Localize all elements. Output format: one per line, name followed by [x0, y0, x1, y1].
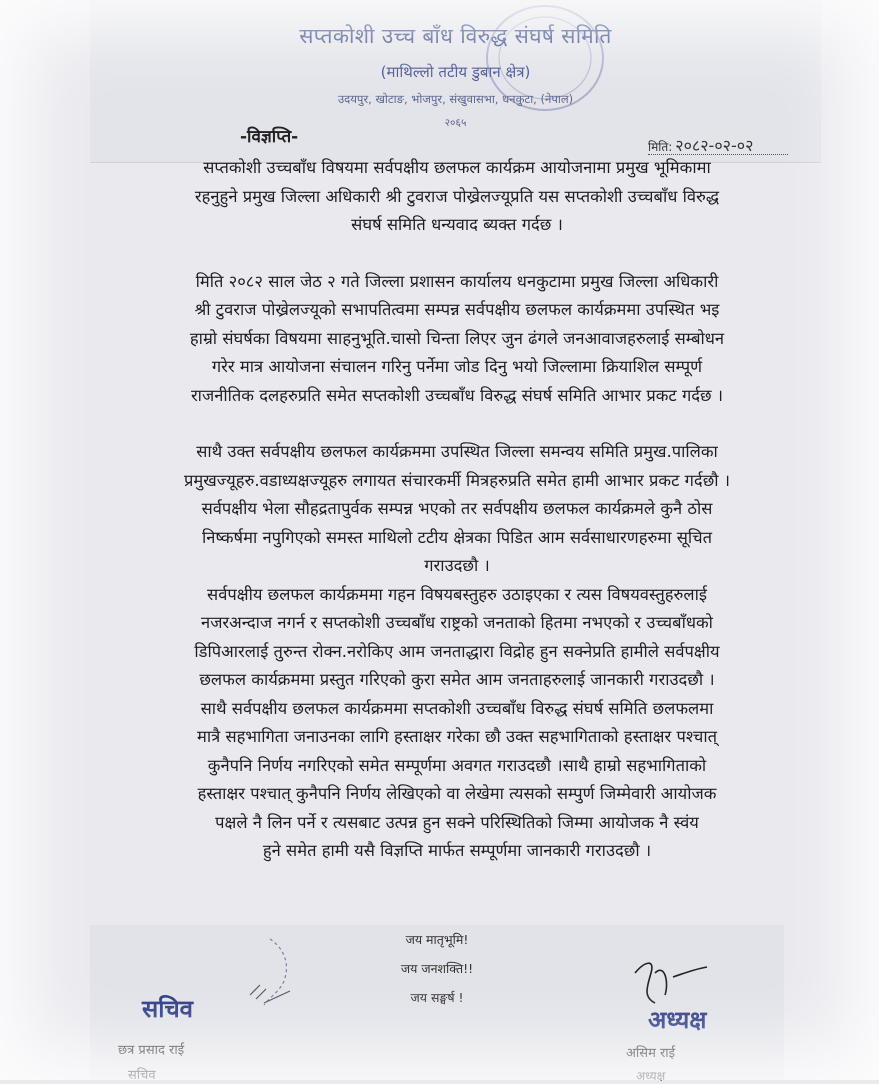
- president-title: अध्यक्ष: [648, 1006, 707, 1034]
- slogan-line: जय मातृभूमि!: [405, 932, 469, 947]
- body-line: गरेर मात्र आयोजना संचालन गरिनु पर्नेमा जोड दिनु भयो जिल्लामा क्रियाशिल सम्पूर्ण: [211, 357, 703, 376]
- paragraph-statement: [86, 438, 828, 866]
- body-line: मात्रै सहभागिता जनाउनका लागि हस्ताक्षर गरेका छौ उक्त सहभागिताको हस्ताक्षर पश्चात्: [196, 727, 718, 746]
- date-label: मिति:: [648, 140, 673, 154]
- body-line: सर्वपक्षीय भेला सौहद्रतापुर्वक सम्पन्न भएको तर सर्वपक्षीय छलफल कार्यक्रमले कुनै ठोस: [201, 499, 713, 518]
- slogan-line: जय जनशक्ति!!: [400, 961, 474, 976]
- body-line: रहनुहुने प्रमुख जिल्ला अधिकारी श्री टुवराज पोख्रेलज्यूप्रति यस सप्तकोशी उच्चबाँध विरुद्ध: [194, 186, 720, 206]
- body-line: सर्वपक्षीय छलफल कार्यक्रममा गहन विषयबस्तुहरु उठाइएका र त्यस विषयवस्तुहरुलाई: [207, 584, 707, 604]
- slogan-line: जय सङ्घर्ष !: [410, 990, 464, 1005]
- organization-title: सप्तकोशी उच्च बाँध विरुद्ध संघर्ष समिति: [299, 24, 612, 48]
- secretary-post: सचिव: [128, 1068, 156, 1083]
- president-post: अध्यक्ष: [636, 1069, 666, 1083]
- body-line: साथै उक्त सर्वपक्षीय छलफल कार्यक्रममा उपस्थित जिल्ला समन्वय समिति प्रमुख.पालिका: [196, 442, 718, 461]
- notice-title: -विज्ञप्ति-: [240, 127, 299, 147]
- body-line: मिति २०८२ साल जेठ २ गते जिल्ला प्रशासन कार्यालय धनकुटामा प्रमुख जिल्ला अधिकारी: [195, 271, 719, 291]
- body-line: गराउदछौ ।: [424, 556, 490, 575]
- organization-address: उदयपुर, खोटाङ, भोजपुर, संखुवासभा, धनकुटा, (नेपाल): [337, 92, 574, 106]
- body-line: सप्तकोशी उच्चबाँध विषयमा सर्वपक्षीय छलफल कार्यक्रम आयोजनामा प्रमुख भूमिकामा: [203, 158, 711, 177]
- body-line: श्री टुवराज पोख्रेलज्यूको सभापतित्वमा सम्पन्न सर्वपक्षीय छलफल कार्यक्रममा उपस्थित भइ: [194, 300, 720, 319]
- slogans: [90, 925, 784, 1012]
- secretary-title: सचिव: [142, 995, 194, 1023]
- body-line: राजनीतिक दलहरुप्रति समेत सप्तकोशी उच्चबाँध विरुद्ध संघर्ष समिति आभार प्रकट गर्दछ ।: [190, 385, 724, 405]
- body-line: निष्कर्षमा नपुगिएको समस्त माथिलो टटीय क्षेत्रका पिडित आम सर्वसाधारणहरुमा सूचित: [201, 527, 713, 547]
- body-line: हुने समेत हामी यसै विज्ञप्ति मार्फत सम्पूर्णमा जानकारी गराउदछौ ।: [262, 841, 652, 860]
- president-name: असिम राई: [626, 1046, 676, 1061]
- paragraph-meeting: [86, 268, 828, 411]
- body-line: साथै सर्वपक्षीय छलफल कार्यक्रममा सप्तकोशी उच्चबाँध विरुद्ध संघर्ष समिति छलफलमा: [200, 698, 714, 718]
- notice-body: [86, 154, 828, 866]
- establishment-year: २०६५: [444, 117, 467, 129]
- body-line: छलफल कार्यक्रममा प्रस्तुत गरिएको कुरा समेत आम जनताहरुलाई जानकारी गराउदछौ ।: [199, 670, 715, 689]
- date-value: २०८२-०२-०२: [675, 136, 754, 155]
- organization-subtitle: (माथिल्लो तटीय डुबान क्षेत्र): [380, 63, 531, 81]
- body-line: हाम्रो संघर्षका विषयमा साहनुभूति.चासो चिन्ता लिएर जुन ढंगले जनआवाजहरुलाई सम्बोधन: [189, 328, 725, 348]
- body-line: संघर्ष समिति धन्यवाद ब्यक्त गर्दछ ।: [351, 215, 563, 234]
- signature-footer: [90, 925, 784, 1083]
- body-line: पक्षले नै लिन पर्ने र त्यसबाट उत्पन्न हुन सक्ने परिस्थितिको जिम्मा आयोजक नै स्वंय: [215, 812, 699, 832]
- body-line: नजरअन्दाज नगर्न र सप्तकोशी उच्चबाँध राष्ट्रको जनताको हितमा नभएको र उच्चबाँधको: [201, 613, 713, 632]
- body-line: डिपिआरलाई तुरुन्त रोक्न.नरोकिए आम जनताद्धारा विद्रोह हुन सक्नेप्रति हामीले सर्वपक्षीय: [194, 641, 720, 661]
- body-line: कुनैपनि निर्णय नगरिएको समेत सम्पूर्णमा अवगत गराउदछौ ।साथै हाम्रो सहभागिताको: [207, 755, 707, 775]
- paragraph-thanks: [86, 154, 828, 240]
- body-line: हस्ताक्षर पश्चात् कुनैपनि निर्णय लेखिएको वा लेखेमा त्यसको सम्पुर्ण जिम्मेवारी आयोजक: [197, 784, 717, 803]
- body-line: प्रमुखज्यूहरु.वडाध्यक्षज्यूहरु लगायत संचारकर्मी मित्रहरुप्रति समेत हामी आभार प्रकट गर्दछौ ।: [183, 470, 731, 490]
- secretary-name: छत्र प्रसाद राई: [118, 1043, 185, 1058]
